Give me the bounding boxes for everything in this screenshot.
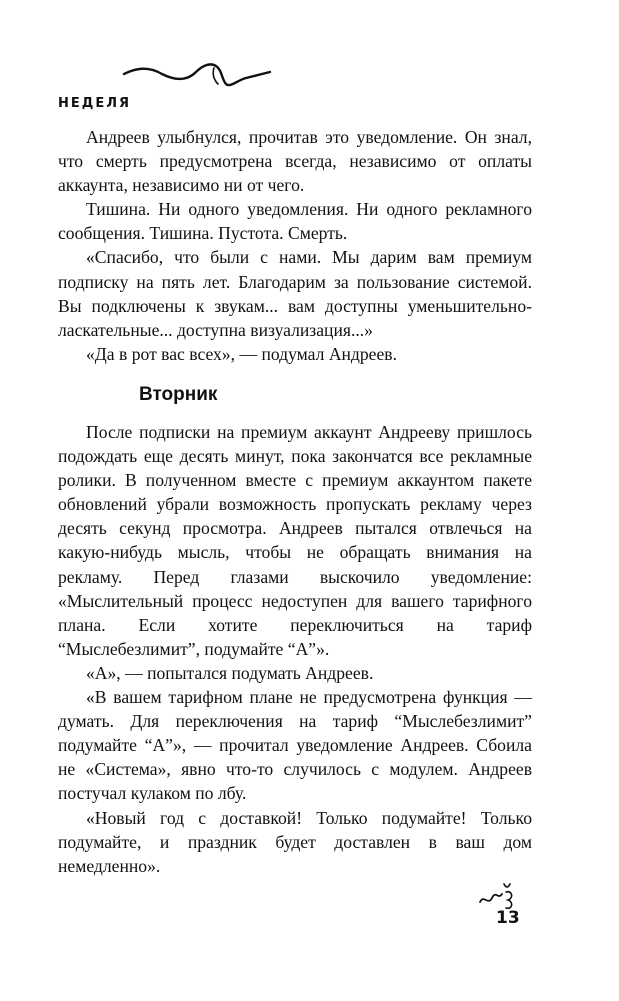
paragraph: Андреев улыбнулся, прочитав это уведомление. Он знал, что смерть предусмотрена всегда, независимо от оплаты аккаунта, независимо ни от чего. — [58, 127, 532, 196]
paragraph: «Да в рот вас всех», — подумал Андреев. — [86, 343, 398, 364]
paragraph: Тишина. Ни одного уведомления. Ни одного рекламного сообщения. Тишина. Пустота. Смерть. — [58, 199, 532, 244]
chapter-heading: Вторник — [139, 384, 218, 405]
paragraph: «В вашем тарифном плане не предусмотрена функция — думать. Для переключения на тариф “Мыслебезлимит” подумайте “А”», — прочитал уведомление Андреев. Сбоила не «Система», явно что-то случилось с модулем. Андреев постучал кулаком по лбу. — [58, 687, 532, 804]
page-number: 13 — [496, 908, 520, 928]
ink-flourish-ornament — [122, 58, 272, 102]
paragraph: «А», — попытался подумать Андреев. — [86, 662, 374, 683]
paragraph: «Спасибо, что были с нами. Мы дарим вам премиум подписку на пять лет. Благодарим за пользование системой. Вы подключены к звукам... вам доступны уменьшительно-ласкательные... доступна визуализация...» — [58, 247, 532, 340]
text-block-top — [58, 125, 532, 366]
running-section-title: НЕДЕЛЯ — [58, 96, 132, 111]
text-block-bottom — [58, 420, 532, 878]
paragraph: После подписки на премиум аккаунт Андрееву пришлось подождать еще десять минут, пока закончатся все рекламные ролики. В полученном вместе с премиум аккаунтом пакете обновлений убрали возможность пропускать рекламу через десять секунд просмотра. Андреев пытался отвлечься на какую-нибудь мысль, чтобы не обращать внимания на рекламу. Перед глазами выскочило уведомление: «Мыслительный процесс недоступен для вашего тарифного плана. Если хотите переключиться на тариф “Мыслебезлимит”, подумайте “А”». — [58, 422, 532, 659]
paragraph: «Новый год с доставкой! Только подумайте! Только подумайте, и праздник будет доставлен в ваш дом немедленно». — [58, 807, 532, 876]
